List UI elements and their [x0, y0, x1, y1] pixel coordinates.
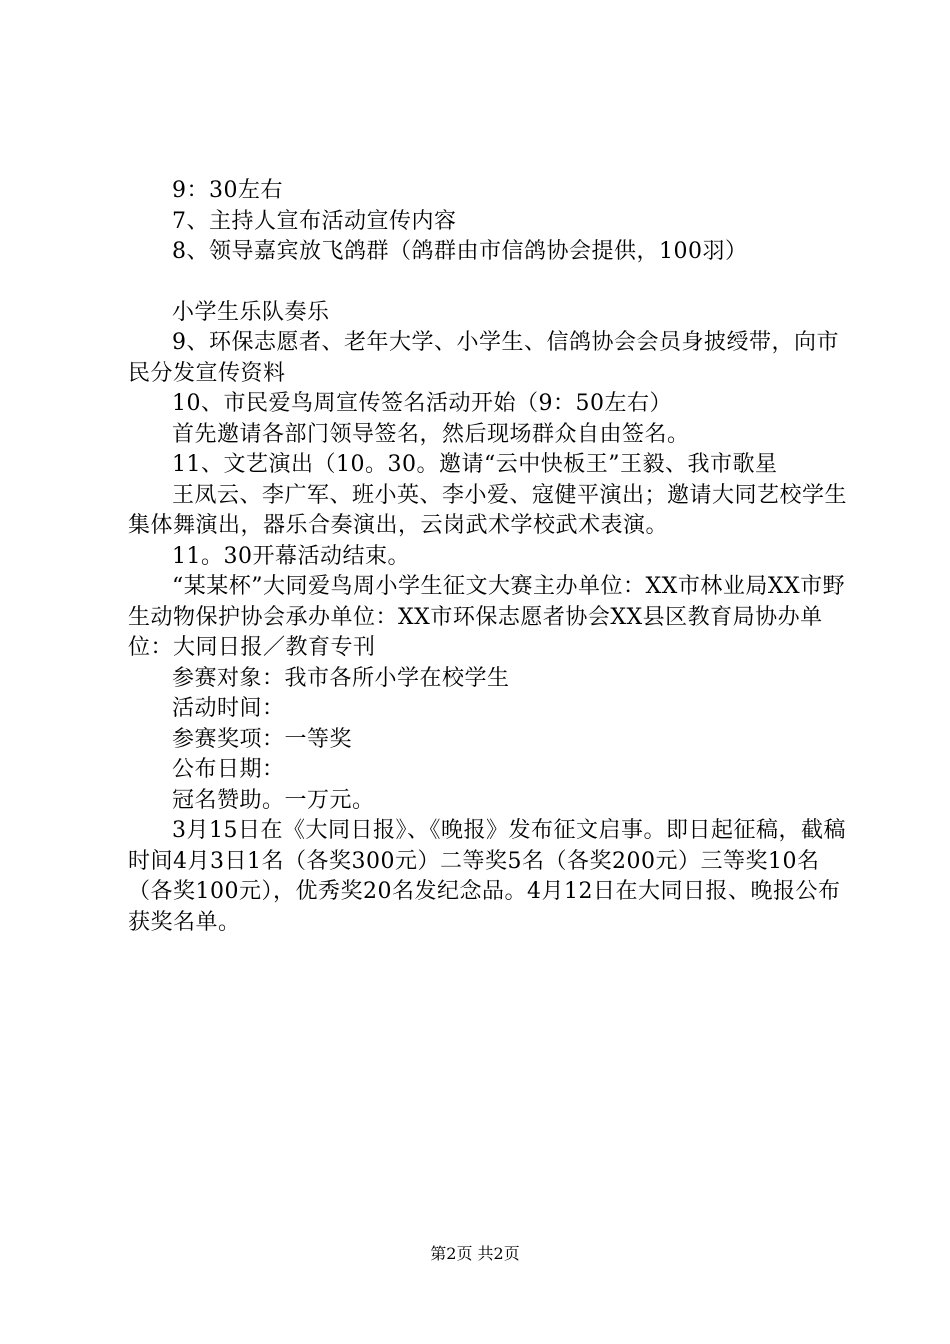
paragraph-participants: 参赛对象：我市各所小学在校学生 — [172, 665, 510, 691]
paragraph-sponsorship: 冠名赞助。一万元。 — [172, 787, 375, 813]
paragraph-contest-organizers: “某某杯”大同爱鸟周小学生征文大赛主办单位：XX市林业局XX市野生动物保护协会承办单位：XX市环保志愿者协会XX县区教育局协办单位：大同日报／教育专刊 — [128, 574, 846, 660]
paragraph-item-8: 8、领导嘉宾放飞鸽群（鸽群由市信鸽协会提供，100羽） — [172, 239, 748, 264]
paragraph-time-930: 9：30左右 — [172, 178, 283, 203]
paragraph-activity-time: 活动时间： — [172, 696, 285, 721]
paragraph-announce-date: 公布日期： — [172, 757, 285, 782]
paragraph-signing: 首先邀请各部门领导签名，然后现场群众自由签名。 — [172, 421, 690, 447]
paragraph-item-10: 10、市民爱鸟周宣传签名活动开始（9：50左右） — [172, 391, 672, 416]
document-body — [128, 176, 850, 938]
paragraph-band-music: 小学生乐队奏乐 — [172, 299, 330, 325]
page-number-footer: 第2页 共2页 — [430, 1244, 520, 1263]
paragraph-item-9: 9、环保志愿者、老年大学、小学生、信鸽协会会员身披绶带，向市民分发宣传资料 — [128, 330, 839, 386]
paragraph-performers: 王凤云、李广军、班小英、李小爱、寇健平演出；邀请大同艺校学生集体舞演出，器乐合奏演出，云岗武术学校武术表演。 — [128, 482, 848, 538]
paragraph-awards: 参赛奖项：一等奖 — [172, 726, 353, 752]
paragraph-item-11: 11、文艺演出（10。30。邀请“云中快板王”王毅、我市歌星 — [172, 452, 778, 477]
paragraph-closing: 11。30开幕活动结束。 — [172, 543, 410, 569]
paragraph-schedule-prizes: 3月15日在《大同日报》、《晚报》发布征文启事。即日起征稿，截稿时间4月3日1名（各奖300元）二等奖5名（各奖200元）三等奖10名（各奖100元），优秀奖20名发纪念品。4月12日在大同日报、晚报公布获奖名单。 — [128, 818, 846, 935]
paragraph-item-7: 7、主持人宣布活动宣传内容 — [172, 208, 457, 234]
